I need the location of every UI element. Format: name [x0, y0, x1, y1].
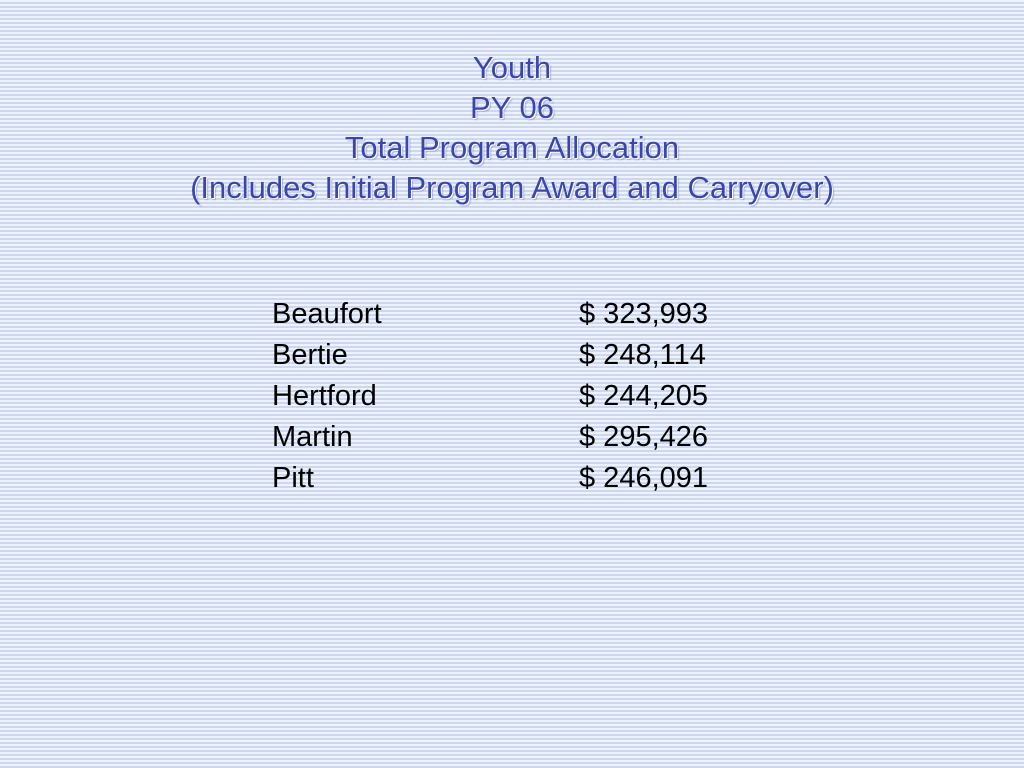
allocation-table: [272, 294, 708, 499]
county-name: Pitt: [272, 462, 314, 494]
table-row: [272, 294, 708, 335]
allocation-amount: $ 295,426: [579, 421, 709, 453]
slide-title: [0, 48, 1024, 208]
county-name: Bertie: [272, 339, 348, 371]
allocation-amount: $ 248,114: [579, 339, 706, 371]
title-line-program-year: PY 06: [470, 90, 554, 125]
allocation-amount: $ 244,205: [579, 380, 709, 412]
allocation-amount: $ 246,091: [579, 462, 709, 494]
title-line-includes-note: (Includes Initial Program Award and Carryover): [190, 170, 834, 205]
title-line-total-allocation: Total Program Allocation: [344, 130, 680, 165]
table-row: [272, 458, 708, 499]
table-row: [272, 417, 708, 458]
county-name: Hertford: [272, 380, 377, 412]
table-row: [272, 335, 708, 376]
table-row: [272, 376, 708, 417]
title-line-youth: Youth: [472, 50, 552, 85]
county-name: Martin: [272, 421, 353, 453]
county-name: Beaufort: [272, 298, 382, 330]
allocation-amount: $ 323,993: [579, 298, 709, 330]
